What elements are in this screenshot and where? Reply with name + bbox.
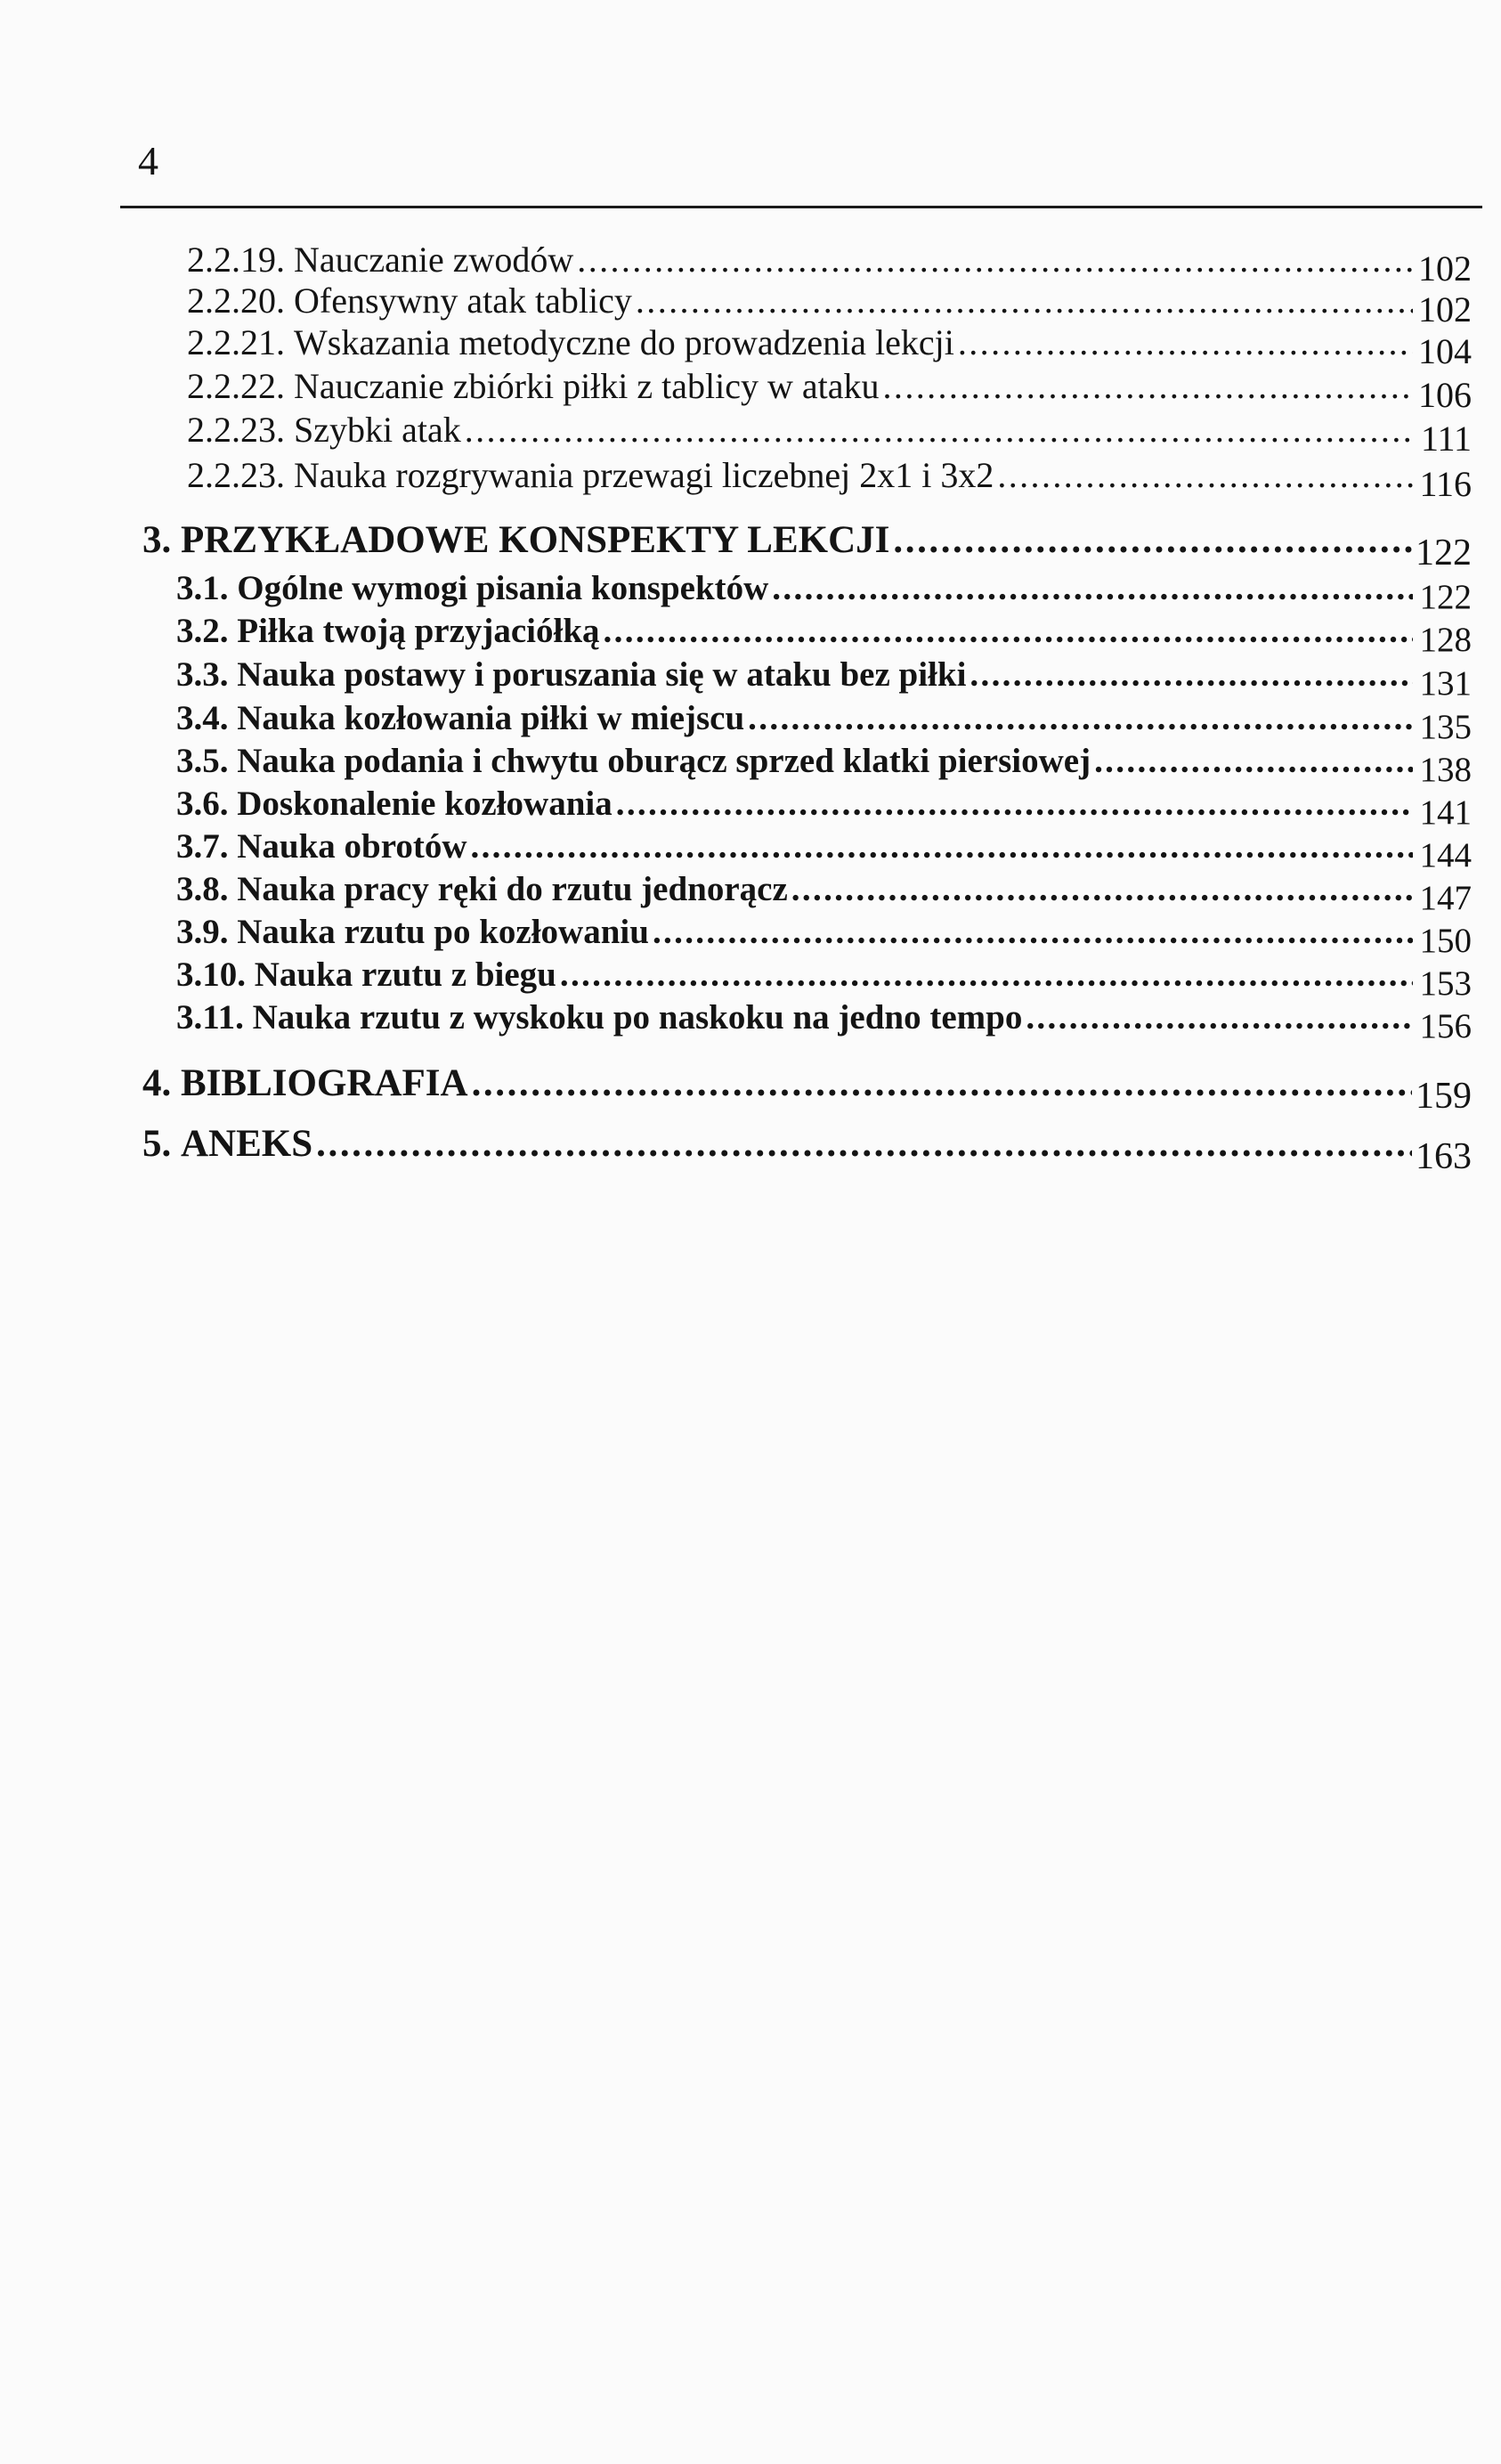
toc-number: 3.11. <box>176 998 244 1037</box>
toc-number: 2.2.20. <box>187 281 285 321</box>
toc-title: Nauka rzutu po kozłowaniu <box>237 913 649 951</box>
toc-number: 2.2.21. <box>187 322 285 362</box>
toc-entry-3-8 <box>176 869 1472 917</box>
toc-leader <box>997 454 1413 496</box>
toc-leader <box>465 409 1413 451</box>
toc-leader <box>1094 741 1413 781</box>
toc-page: 135 <box>1419 708 1472 746</box>
page-number: 4 <box>138 138 158 183</box>
toc-leader <box>653 912 1413 952</box>
toc-number: 3.7. <box>176 827 229 866</box>
toc-title: Nauka rzutu z wyskoku po naskoku na jedno tempo <box>252 998 1023 1037</box>
toc-page: 138 <box>1419 751 1472 789</box>
toc-title: Szybki atak <box>294 410 461 450</box>
toc-leader <box>970 655 1413 695</box>
toc-number: 3.1. <box>176 569 229 607</box>
toc-page: 141 <box>1419 793 1472 832</box>
toc-page: 102 <box>1418 289 1472 329</box>
toc-title: Ogólne wymogi pisania konspektów <box>237 569 769 607</box>
toc-entry-3-5 <box>176 741 1472 789</box>
toc-number: 4. <box>142 1062 172 1104</box>
toc-leader <box>748 698 1413 738</box>
toc-leader <box>772 568 1413 608</box>
toc-entry-2-2-23a <box>187 409 1472 459</box>
toc-title: Piłka twoją przyjaciółką <box>237 612 600 650</box>
toc-title: Nauczanie zbiórki piłki z tablicy w ataku <box>294 366 880 406</box>
toc-title: ANEKS <box>181 1123 313 1165</box>
toc-leader <box>616 784 1413 824</box>
toc-entry-3-2 <box>176 611 1472 659</box>
toc-title: Nauczanie zwodów <box>294 240 574 280</box>
toc-title: BIBLIOGRAFIA <box>181 1062 468 1104</box>
toc-title: Nauka rzutu z biegu <box>254 956 556 994</box>
toc-entry-2-2-23b <box>187 454 1472 504</box>
toc-title: Nauka postawy i poruszania się w ataku bez piłki <box>237 655 967 694</box>
toc-page: 128 <box>1419 621 1472 659</box>
toc-leader <box>791 869 1413 909</box>
toc-number: 2.2.19. <box>187 240 285 280</box>
toc-chapter-5 <box>142 1122 1472 1177</box>
toc-page: 122 <box>1419 578 1472 616</box>
toc-number: 3.9. <box>176 913 229 951</box>
toc-page: 159 <box>1416 1076 1472 1117</box>
toc-number: 3.8. <box>176 870 229 908</box>
toc-title: Nauka rozgrywania przewagi liczebnej 2x1 i 3x2 <box>294 455 994 495</box>
toc-number: 2.2.23. <box>187 410 285 450</box>
toc-title: Doskonalenie kozłowania <box>237 785 613 823</box>
toc-entry-3-3 <box>176 655 1472 703</box>
toc-leader <box>560 955 1413 995</box>
toc-title: Ofensywny atak tablicy <box>294 281 632 321</box>
toc-entry-2-2-20 <box>187 280 1472 329</box>
toc-entry-3-7 <box>176 826 1472 874</box>
toc-title: Nauka obrotów <box>237 827 467 866</box>
toc-leader <box>577 239 1413 281</box>
toc-title: PRZYKŁADOWE KONSPEKTY LEKCJI <box>181 519 890 561</box>
toc-leader <box>471 826 1414 866</box>
toc-leader <box>958 321 1413 363</box>
toc-page: 102 <box>1418 248 1472 289</box>
toc-leader <box>636 280 1413 321</box>
toc-number: 3.6. <box>176 785 229 823</box>
toc-leader <box>893 518 1412 562</box>
toc-page: 116 <box>1419 464 1472 504</box>
toc-title: Nauka podania i chwytu oburącz sprzed klatki piersiowej <box>237 742 1091 780</box>
toc-page: 104 <box>1418 331 1472 371</box>
toc-leader <box>316 1122 1412 1166</box>
toc-number: 3.2. <box>176 612 229 650</box>
toc-number: 5. <box>142 1123 172 1165</box>
toc-page: 106 <box>1418 375 1472 415</box>
toc-page: 111 <box>1420 419 1472 459</box>
toc-entry-2-2-19 <box>187 239 1472 289</box>
toc-page: 147 <box>1419 879 1472 917</box>
toc-number: 3.3. <box>176 655 229 694</box>
toc-page: 153 <box>1419 964 1472 1003</box>
toc-chapter-3 <box>142 518 1472 573</box>
toc-entry-2-2-21 <box>187 321 1472 371</box>
toc-entry-3-9 <box>176 912 1472 960</box>
toc-number: 2.2.23. <box>187 455 285 495</box>
toc-leader <box>883 365 1413 407</box>
toc-leader <box>1026 997 1413 1037</box>
toc-chapter-4 <box>142 1061 1472 1117</box>
toc-number: 2.2.22. <box>187 366 285 406</box>
toc-page: 163 <box>1416 1136 1472 1177</box>
toc-number: 3.10. <box>176 956 246 994</box>
toc-number: 3.5. <box>176 742 229 780</box>
toc-leader <box>472 1061 1412 1105</box>
toc-entry-3-10 <box>176 955 1472 1003</box>
toc-page: 150 <box>1419 922 1472 960</box>
toc-page: 122 <box>1416 533 1472 573</box>
toc-number: 3.4. <box>176 699 229 737</box>
toc-number: 3. <box>142 519 172 561</box>
toc-page: 131 <box>1419 664 1472 703</box>
toc-entry-3-6 <box>176 784 1472 832</box>
toc-title: Nauka pracy ręki do rzutu jednorącz <box>237 870 788 908</box>
toc-entry-3-11 <box>176 997 1472 1045</box>
toc-entry-3-1 <box>176 568 1472 616</box>
toc-title: Wskazania metodyczne do prowadzenia lekcji <box>294 322 954 362</box>
toc-leader <box>604 611 1413 651</box>
toc-entry-2-2-22 <box>187 365 1472 415</box>
toc-page: 156 <box>1419 1007 1472 1045</box>
toc-entry-3-4 <box>176 698 1472 746</box>
toc-title: Nauka kozłowania piłki w miejscu <box>237 699 745 737</box>
toc-page: 144 <box>1419 836 1472 874</box>
